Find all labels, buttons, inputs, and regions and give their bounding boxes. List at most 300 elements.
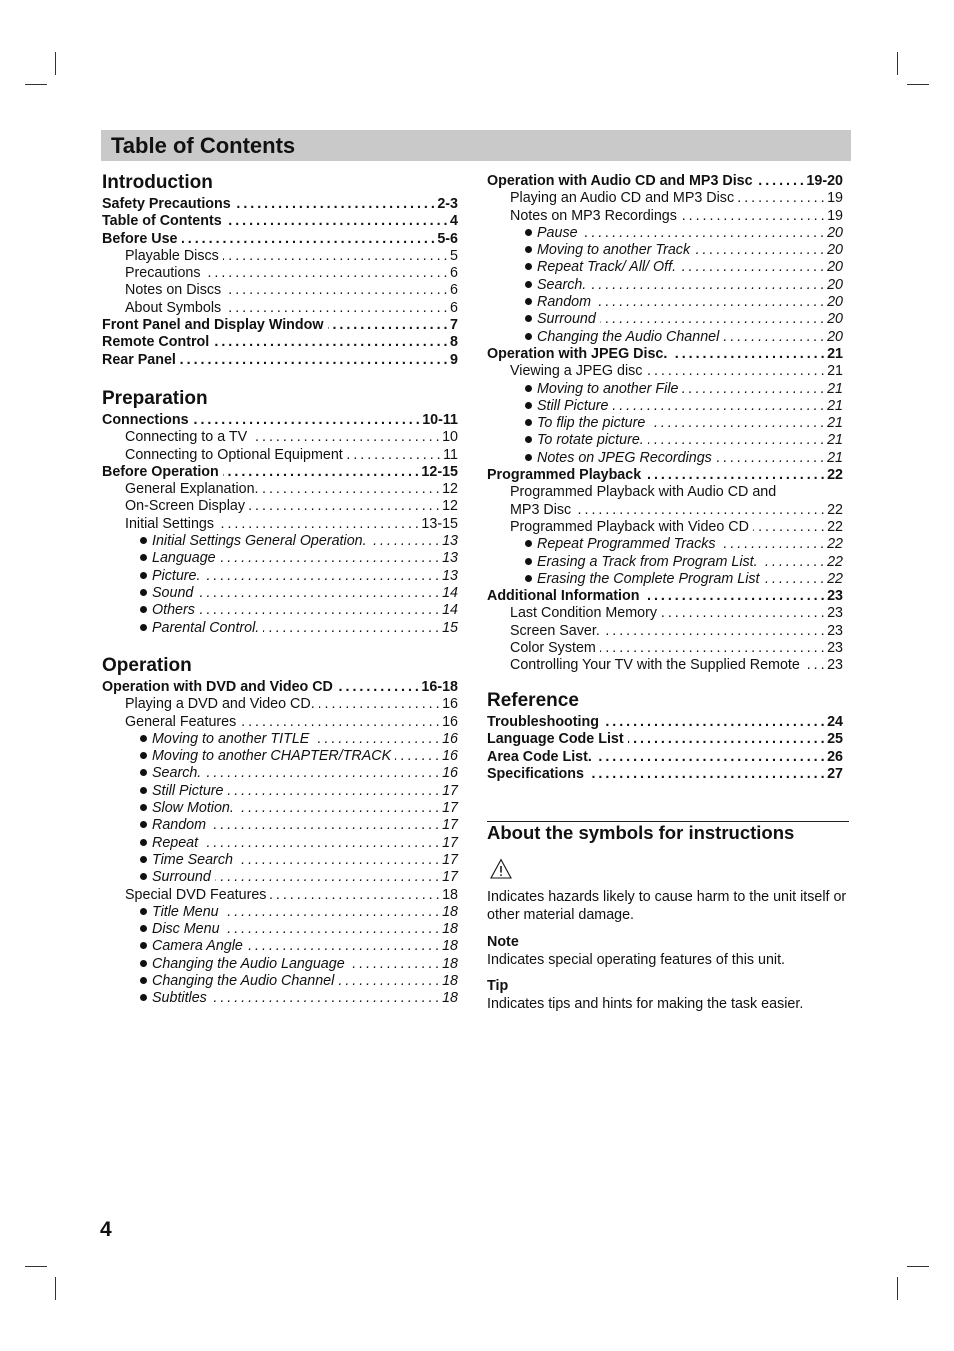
- toc-entry: [487, 714, 843, 731]
- toc-entry: [102, 800, 458, 817]
- entry-title: Programmed Playback: [487, 467, 642, 484]
- toc-entry: [487, 450, 843, 467]
- toc-entry: [487, 749, 843, 766]
- dot-leader: [215, 869, 439, 886]
- toc-entry: [102, 696, 458, 713]
- dot-leader: [595, 294, 824, 311]
- tip-label: Tip: [487, 978, 509, 994]
- entry-page-number: 12-15: [421, 463, 458, 480]
- toc-entry: [487, 588, 843, 605]
- toc-entry: [102, 429, 458, 446]
- entry-page-number: 27: [827, 765, 843, 782]
- entry-page-number: 18: [442, 903, 458, 920]
- dot-leader: [182, 231, 435, 248]
- entry-page-number: 15: [442, 619, 458, 636]
- entry-title: Special DVD Features: [125, 886, 267, 903]
- dot-leader: [223, 248, 447, 265]
- toc-entry: [102, 248, 458, 265]
- toc-entry: [487, 242, 843, 259]
- entry-title: Surround: [140, 869, 211, 886]
- dot-leader: [193, 412, 420, 429]
- dot-leader: [646, 363, 824, 380]
- entry-title: Initial Settings: [125, 515, 215, 532]
- entry-page-number: 18: [442, 886, 458, 903]
- entry-title: Notes on MP3 Recordings: [510, 207, 677, 224]
- toc-entry: [102, 231, 458, 248]
- entry-title: Troubleshooting: [487, 714, 599, 730]
- toc-entry: [102, 464, 458, 481]
- dot-leader: [202, 835, 439, 852]
- entry-page-number: 22: [827, 536, 843, 553]
- entry-page-number: 2-3: [437, 196, 458, 212]
- toc-entry: [102, 620, 458, 637]
- toc-section-operation: [102, 655, 458, 1008]
- toc-entry: [102, 282, 458, 299]
- entry-title: Picture.: [140, 568, 200, 585]
- toc-entry: [487, 605, 843, 622]
- dot-leader: [762, 554, 824, 571]
- toc-entry: [487, 259, 843, 276]
- title-bar: [101, 130, 851, 161]
- entry-page-number: 13: [442, 567, 458, 584]
- toc-entry: [102, 938, 458, 955]
- toc-entry: [102, 568, 458, 585]
- entry-title: Connections: [102, 412, 189, 428]
- entry-page-number: 12: [442, 481, 458, 498]
- entry-page-number: 5-6: [437, 230, 458, 247]
- entry-page-number: 21: [827, 415, 843, 432]
- entry-page-number: 23: [827, 605, 843, 622]
- dot-leader: [249, 498, 439, 515]
- entry-title: Title Menu: [140, 904, 219, 921]
- dot-leader: [197, 585, 439, 602]
- entry-page-number: 20: [827, 276, 843, 293]
- entry-title: Others: [140, 602, 195, 619]
- entry-page-number: 8: [450, 334, 458, 351]
- dot-leader: [224, 921, 440, 938]
- toc-entry: [487, 381, 843, 398]
- entry-page-number: 20: [827, 259, 843, 276]
- entry-title: Moving to another Track: [525, 242, 690, 259]
- dot-leader: [680, 259, 824, 276]
- entry-page-number: 17: [442, 800, 458, 817]
- dot-leader: [263, 620, 439, 637]
- entry-page-number: 17: [442, 782, 458, 799]
- toc-entry: [487, 173, 843, 190]
- dot-leader: [337, 679, 419, 696]
- entry-title: Last Condition Memory: [510, 605, 658, 622]
- entry-title: Programmed Playback with Video CD: [510, 518, 749, 535]
- toc-entry: [102, 990, 458, 1007]
- entry-title: Language Code List: [487, 731, 624, 748]
- entry-page-number: 7: [450, 317, 458, 334]
- entry-page-number: 12: [442, 498, 458, 515]
- dot-leader: [313, 731, 439, 748]
- entry-title: Changing the Audio Channel: [525, 329, 719, 346]
- entry-page-number: 19: [827, 207, 843, 224]
- dot-leader: [628, 731, 824, 748]
- toc-entry: [487, 225, 843, 242]
- crop-mark: [907, 1266, 929, 1267]
- dot-leader: [338, 973, 439, 990]
- entry-title: Repeat Programmed Tracks: [525, 536, 716, 553]
- toc-entry: [102, 550, 458, 567]
- dot-leader: [661, 605, 824, 622]
- dot-leader: [319, 696, 439, 713]
- entry-page-number: 10: [442, 429, 458, 446]
- entry-title: Moving to another File: [525, 381, 678, 398]
- crop-mark: [897, 1277, 898, 1300]
- entry-title: Before Operation: [102, 463, 219, 480]
- entry-title: Precautions: [125, 265, 201, 282]
- introduction-heading: Introduction: [102, 172, 213, 193]
- toc-entry: [487, 657, 843, 674]
- entry-page-number: 22: [827, 467, 843, 484]
- entry-title: Playable Discs: [125, 247, 219, 264]
- entry-title: Parental Control.: [140, 620, 259, 637]
- toc-entry: [487, 208, 843, 225]
- entry-title: Playing a DVD and Video CD.: [125, 696, 315, 713]
- toc-entry: [487, 571, 843, 588]
- dot-leader: [738, 190, 824, 207]
- dot-leader: [211, 990, 439, 1007]
- toc-entry: [102, 748, 458, 765]
- dot-leader: [237, 852, 439, 869]
- entry-page-number: 20: [827, 328, 843, 345]
- dot-leader: [588, 766, 824, 783]
- crop-mark: [25, 84, 47, 85]
- entry-page-number: 21: [827, 432, 843, 449]
- toc-entry: [102, 817, 458, 834]
- entry-title: Changing the Audio Channel: [140, 973, 334, 990]
- entry-title: Language: [140, 550, 216, 567]
- toc-entry: [487, 536, 843, 553]
- toc-entry: [487, 766, 843, 783]
- dot-leader: [235, 196, 435, 213]
- dot-leader: [757, 173, 804, 190]
- entry-title: Operation with DVD and Video CD: [102, 679, 333, 695]
- entry-page-number: 19-20: [806, 173, 843, 189]
- dot-leader: [199, 602, 439, 619]
- entry-page-number: 16: [442, 696, 458, 713]
- entry-title: Operation with Audio CD and MP3 Disc: [487, 173, 753, 189]
- tip-description: Indicates tips and hints for making the task easier.: [487, 996, 804, 1012]
- symbols-section: [487, 821, 855, 1013]
- dot-leader: [205, 265, 448, 282]
- crop-mark: [55, 52, 56, 75]
- entry-title: Random: [525, 294, 591, 311]
- crop-mark: [25, 1266, 47, 1267]
- page-title: Table of Contents: [111, 133, 296, 158]
- toc-entry: [102, 973, 458, 990]
- toc-entry: [102, 783, 458, 800]
- entry-page-number: 18: [442, 938, 458, 955]
- dot-leader: [220, 550, 439, 567]
- entry-title: Controlling Your TV with the Supplied Remote: [510, 657, 800, 674]
- dot-leader: [604, 623, 824, 640]
- entry-title: Connecting to Optional Equipment: [125, 446, 343, 463]
- dot-leader: [590, 277, 824, 294]
- entry-title: To rotate picture.: [525, 432, 644, 449]
- entry-title: Still Picture: [525, 398, 609, 415]
- entry-page-number: 21: [827, 345, 843, 362]
- entry-title: General Features: [125, 713, 237, 730]
- toc-entry: [102, 921, 458, 938]
- entry-page-number: 6: [450, 299, 458, 316]
- toc-entry: [487, 519, 843, 536]
- entry-page-number: 17: [442, 817, 458, 834]
- entry-page-number: 24: [827, 714, 843, 730]
- dot-leader: [204, 568, 439, 585]
- entry-page-number: 16: [442, 748, 458, 765]
- dot-leader: [225, 300, 447, 317]
- entry-title: Still Picture: [140, 783, 224, 800]
- entry-title: Moving to another CHAPTER/TRACK: [140, 748, 391, 765]
- dot-leader: [600, 640, 824, 657]
- entry-page-number: 16: [442, 713, 458, 730]
- entry-title: Subtitles: [140, 990, 207, 1007]
- dot-leader: [210, 817, 439, 834]
- toc-entry: [102, 533, 458, 550]
- operation-heading: Operation: [102, 655, 192, 676]
- entry-title: Area Code List.: [487, 748, 592, 765]
- entry-page-number: 5: [450, 247, 458, 264]
- warning-triangle-icon: [490, 858, 512, 880]
- toc-entry: [487, 346, 843, 363]
- entry-page-number: 20: [827, 242, 843, 259]
- toc-entry: [487, 731, 843, 748]
- entry-title: Connecting to a TV: [125, 429, 248, 446]
- entry-page-number: 18: [442, 990, 458, 1007]
- entry-title: Random: [140, 817, 206, 834]
- entry-page-number: 18: [442, 973, 458, 990]
- entry-page-number: 16-18: [421, 679, 458, 695]
- entry-title: Rear Panel: [102, 351, 176, 368]
- toc-entry: [102, 585, 458, 602]
- toc-entry: [102, 852, 458, 869]
- page-number: 4: [100, 1218, 112, 1241]
- entry-title: Table of Contents: [102, 213, 222, 230]
- entry-page-number: 9: [450, 351, 458, 368]
- crop-mark: [897, 52, 898, 75]
- entry-page-number: 18: [442, 955, 458, 972]
- entry-page-number: 22: [827, 570, 843, 587]
- dot-leader: [723, 329, 824, 346]
- toc-section-preparation: [102, 388, 458, 637]
- warning-description: Indicates hazards likely to cause harm to the unit itself or other material damage.: [487, 889, 847, 923]
- toc-entry: [102, 887, 458, 904]
- entry-page-number: 25: [827, 731, 843, 748]
- dot-leader: [671, 346, 824, 363]
- toc-entry: [487, 554, 843, 571]
- entry-title: Search.: [525, 277, 586, 294]
- crop-mark: [907, 84, 929, 85]
- entry-title: Before Use: [102, 230, 178, 247]
- entry-page-number: 22: [827, 501, 843, 518]
- toc-entry: [487, 623, 843, 640]
- dot-leader: [263, 481, 440, 498]
- entry-page-number: 17: [442, 869, 458, 886]
- toc-entry: [487, 640, 843, 657]
- toc-entry: [102, 196, 458, 213]
- dot-leader: [238, 800, 439, 817]
- dot-leader: [228, 783, 440, 800]
- toc-entry: [102, 602, 458, 619]
- entry-page-number: 26: [827, 748, 843, 765]
- entry-title: Remote Control: [102, 334, 210, 351]
- toc-entry: [102, 498, 458, 515]
- toc-section-operation-continued: [487, 173, 843, 675]
- dot-leader: [716, 450, 824, 467]
- dot-leader: [349, 956, 439, 973]
- entry-title: Moving to another TITLE: [140, 731, 309, 748]
- entry-title: Time Search: [140, 852, 233, 869]
- entry-list: [102, 412, 458, 637]
- note-label: Note: [487, 933, 519, 950]
- toc-section-introduction: [102, 172, 458, 369]
- toc-entry: [487, 502, 843, 519]
- entry-title: Erasing a Track from Program List.: [525, 554, 758, 571]
- entry-title: Screen Saver.: [510, 622, 600, 639]
- dot-leader: [603, 714, 824, 731]
- entry-page-number: 20: [827, 311, 843, 328]
- entry-title: Specifications: [487, 765, 584, 782]
- toc-entry: [102, 835, 458, 852]
- toc-section-reference: [487, 690, 843, 783]
- dot-leader: [753, 519, 824, 536]
- toc-entry: [487, 329, 843, 346]
- entry-page-number: 23: [827, 588, 843, 605]
- toc-entry: [102, 412, 458, 429]
- dot-leader: [218, 516, 418, 533]
- entry-title: General Explanation.: [125, 481, 259, 498]
- entry-title: Surround: [525, 311, 596, 328]
- entry-page-number: 21: [827, 449, 843, 466]
- dot-leader: [223, 464, 419, 481]
- entry-page-number: 14: [442, 602, 458, 619]
- entry-page-number: 10-11: [422, 412, 458, 428]
- entry-title: To flip the picture: [525, 415, 645, 432]
- dot-leader: [764, 571, 825, 588]
- entry-page-number: 16: [442, 765, 458, 782]
- dot-leader: [213, 334, 447, 351]
- entry-title: Sound: [140, 585, 193, 602]
- entry-title: Front Panel and Display Window: [102, 317, 324, 334]
- toc-entry: [102, 679, 458, 696]
- toc-entry: [487, 277, 843, 294]
- entry-title: MP3 Disc: [510, 501, 572, 518]
- dot-leader: [645, 467, 824, 484]
- entry-title: About Symbols: [125, 299, 222, 316]
- dot-leader: [371, 533, 440, 550]
- entry-page-number: 21: [827, 397, 843, 414]
- note-description: Indicates special operating features of this unit.: [487, 951, 786, 968]
- entry-page-number: 13-15: [421, 515, 458, 532]
- entry-page-number: 23: [827, 640, 843, 657]
- dot-leader: [270, 887, 439, 904]
- entry-page-number: 19: [827, 190, 843, 207]
- toc-entry: [102, 516, 458, 533]
- crop-mark: [55, 1277, 56, 1300]
- toc-entry: [102, 765, 458, 782]
- dot-leader: [247, 938, 439, 955]
- entry-page-number: 21: [827, 363, 843, 380]
- toc-entry: [102, 300, 458, 317]
- dot-leader: [596, 749, 824, 766]
- toc-entry: [102, 213, 458, 230]
- preparation-heading: Preparation: [102, 388, 208, 409]
- dot-leader: [395, 748, 439, 765]
- toc-entry: [487, 415, 843, 432]
- entry-title: Pause: [525, 225, 578, 242]
- entry-page-number: 16: [442, 730, 458, 747]
- dot-leader: [643, 588, 824, 605]
- entry-title: Color System: [510, 640, 596, 657]
- entry-page-number: 20: [827, 294, 843, 311]
- toc-entry: [487, 363, 843, 380]
- toc-entry: [487, 432, 843, 449]
- entry-page-number: 13: [442, 533, 458, 550]
- entry-page-number: 13: [442, 550, 458, 567]
- entry-list: [102, 679, 458, 1008]
- toc-entry: [102, 352, 458, 369]
- entry-title: Programmed Playback with Audio CD and: [510, 484, 777, 501]
- toc-entry: [102, 714, 458, 731]
- entry-list: [487, 714, 843, 783]
- entry-title: Changing the Audio Language: [140, 956, 345, 973]
- toc-entry: [487, 398, 843, 415]
- toc-entry: [487, 294, 843, 311]
- entry-page-number: 17: [442, 851, 458, 868]
- dot-leader: [649, 415, 824, 432]
- entry-title: Safety Precautions: [102, 196, 231, 212]
- toc-entry: [102, 869, 458, 886]
- dot-leader: [582, 225, 825, 242]
- dot-leader: [180, 352, 447, 369]
- entry-page-number: 4: [450, 213, 458, 230]
- toc-entry: [102, 334, 458, 351]
- dot-leader: [328, 317, 448, 334]
- entry-page-number: 20: [827, 224, 843, 241]
- entry-title: On-Screen Display: [125, 498, 245, 515]
- reference-heading: Reference: [487, 690, 579, 711]
- entry-list: [487, 173, 843, 675]
- toc-entry: [487, 311, 843, 328]
- entry-title: Initial Settings General Operation.: [140, 533, 367, 550]
- dot-leader: [251, 429, 439, 446]
- entry-page-number: 17: [442, 834, 458, 851]
- entry-page-number: 22: [827, 518, 843, 535]
- dot-leader: [347, 447, 440, 464]
- entry-page-number: 6: [450, 282, 458, 299]
- dot-leader: [804, 657, 824, 674]
- toc-entry: [102, 731, 458, 748]
- dot-leader: [681, 208, 824, 225]
- entry-page-number: 23: [827, 657, 843, 674]
- entry-title: Notes on JPEG Recordings: [525, 450, 712, 467]
- dot-leader: [648, 432, 824, 449]
- toc-entry: [487, 190, 843, 207]
- entry-title: Notes on Discs: [125, 282, 222, 299]
- entry-title: Search.: [140, 765, 201, 782]
- toc-entry: [102, 317, 458, 334]
- toc-entry: [102, 956, 458, 973]
- dot-leader: [600, 311, 824, 328]
- dot-leader: [694, 242, 824, 259]
- toc-entry: [102, 447, 458, 464]
- entry-title: Camera Angle: [140, 938, 243, 955]
- toc-entry: [102, 481, 458, 498]
